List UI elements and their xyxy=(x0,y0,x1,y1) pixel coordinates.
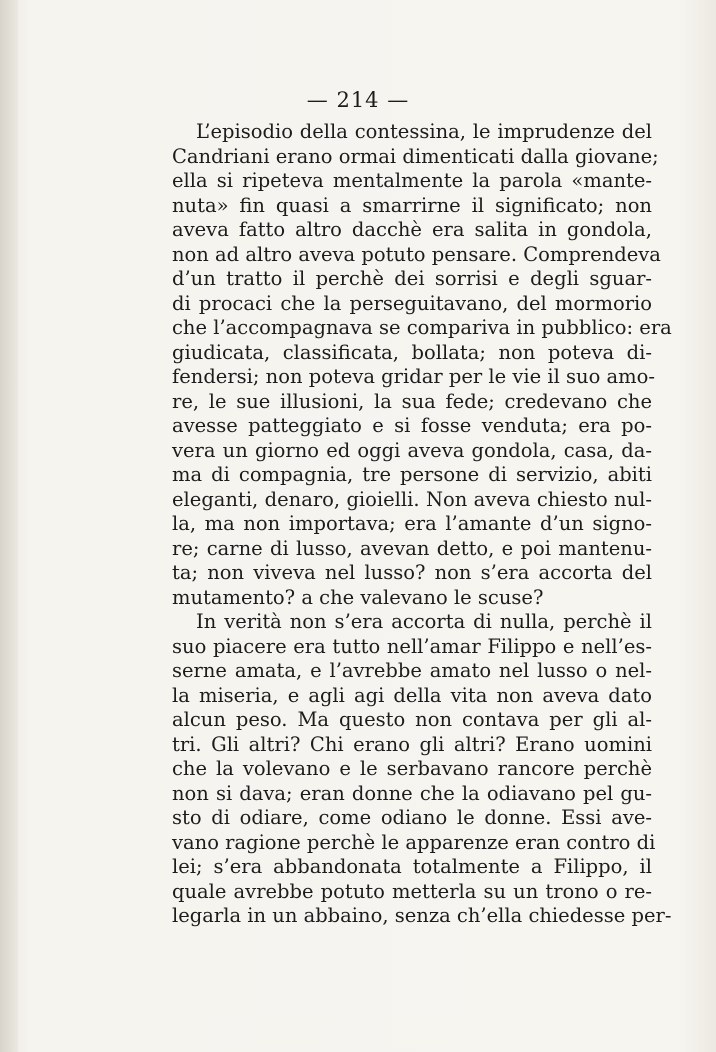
text-line: Candriani erano ormai dimenticati dalla giovane; xyxy=(172,144,659,168)
text-line: che l’accompagnava se compariva in pubblico: era xyxy=(172,316,672,339)
text-line: vera un giorno ed oggi aveva gondola, casa, da- xyxy=(172,438,652,462)
text-line: avesse patteggiato e si fosse venduta; era po- xyxy=(172,414,652,437)
text-line: nuta» fin quasi a smarrirne il significato; non xyxy=(172,193,652,217)
text-line: eleganti, denaro, gioielli. Non aveva chiesto nul- xyxy=(172,487,652,511)
binding-edge xyxy=(0,0,18,1052)
text-line: In verità non s’era accorta di nulla, perchè il xyxy=(196,610,652,633)
text-line: mutamento? a che valevano le scuse? xyxy=(172,585,544,609)
page-number: — 214 — xyxy=(306,88,410,112)
text-line: quale avrebbe potuto metterla su un trono o re- xyxy=(172,879,652,903)
text-line: suo piacere era tutto nell’amar Filippo e nell’es- xyxy=(172,634,652,658)
text-line: la, ma non importava; era l’amante d’un signo- xyxy=(172,512,652,535)
text-line: non ad altro aveva potuto pensare. Comprendeva xyxy=(172,242,661,266)
text-line: ma di compagnia, tre persone di servizio, abiti xyxy=(172,463,652,486)
text-line: giudicata, classificata, bollata; non poteva di- xyxy=(172,340,652,364)
text-line: aveva fatto altro dacchè era salita in gondola, xyxy=(172,218,652,241)
text-line: legarla in un abbaino, senza ch’ella chiedesse per- xyxy=(172,904,672,927)
body-text xyxy=(172,120,672,929)
text-line: tri. Gli altri? Chi erano gli altri? Erano uomini xyxy=(172,732,652,756)
text-line: d’un tratto il perchè dei sorrisi e degli sguar- xyxy=(172,267,652,290)
text-line: fendersi; non poteva gridar per le vie il suo amo- xyxy=(172,365,655,388)
text-line: lei; s’era abbandonata totalmente a Filippo, il xyxy=(172,855,652,878)
text-line: L’episodio della contessina, le imprudenze del xyxy=(196,120,652,143)
text-line: vano ragione perchè le apparenze eran contro di xyxy=(172,830,656,854)
text-line: di procaci che la perseguitavano, del mormorio xyxy=(172,291,652,315)
text-line: sto di odiare, come odiano le donne. Essi ave- xyxy=(172,806,652,829)
text-line: ella si ripeteva mentalmente la parola «mante- xyxy=(172,169,652,192)
text-line: serne amata, e l’avrebbe amato nel lusso o nel- xyxy=(172,659,652,682)
text-line: alcun peso. Ma questo non contava per gli al- xyxy=(172,708,652,731)
text-line: re; carne di lusso, avevan detto, e poi mantenu- xyxy=(172,536,652,560)
text-line: che la volevano e le serbavano rancore perchè xyxy=(172,757,652,780)
text-line: ta; non viveva nel lusso? non s’era accorta del xyxy=(172,561,652,584)
text-line: re, le sue illusioni, la sua fede; credevano che xyxy=(172,389,652,413)
text-line: la miseria, e agli agi della vita non aveva dato xyxy=(172,683,652,707)
text-line: non si dava; eran donne che la odiavano pel gu- xyxy=(172,781,652,805)
